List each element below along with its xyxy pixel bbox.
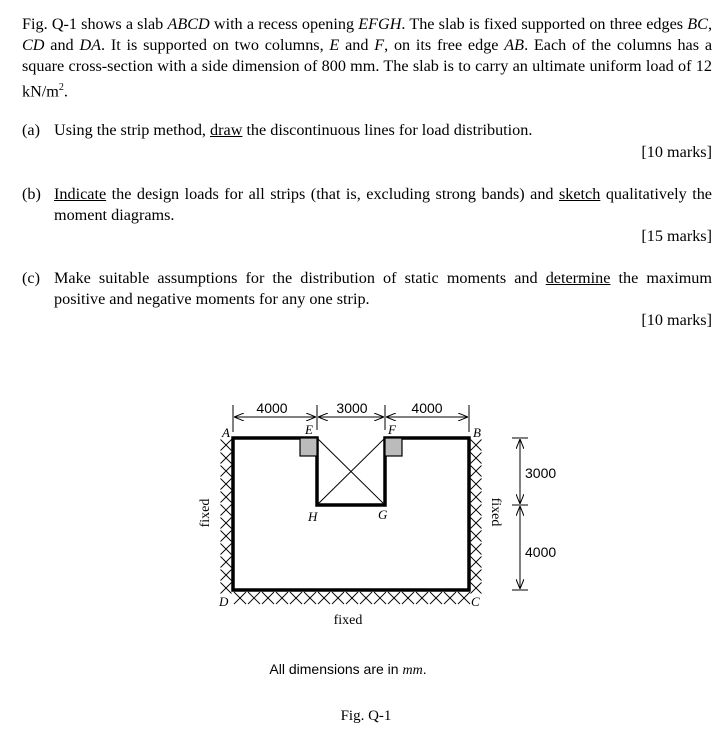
dimension-note: All dimensions are in mm. (269, 661, 427, 678)
column-e (300, 438, 317, 456)
label-a: A (222, 425, 230, 440)
question-c-label: (c) (22, 269, 40, 287)
question-a-marks: [10 marks] (641, 143, 712, 161)
label-c: C (471, 594, 480, 609)
dim-top-2: 3000 (336, 400, 368, 416)
dim-right-1: 3000 (525, 465, 557, 481)
intro-paragraph: Fig. Q-1 shows a slab ABCD with a recess opening EFGH. The slab is fixed supported on three edges BC, CD and DA. It is supported on two columns, E and F, on its free edge AB. Each of the columns has a square cross-section with a side dimension of 800 mm. The slab is to carry an ultimate uniform load of 12 $kN/m^2$. (22, 15, 713, 101)
label-d: D (219, 594, 229, 609)
label-b: B (473, 425, 481, 440)
label-g: G (378, 507, 388, 522)
fixed-hatch-left (221, 440, 232, 594)
question-a-label: (a) (22, 121, 40, 139)
fixed-hatch-right (471, 440, 482, 594)
dim-top-1: 4000 (256, 400, 288, 416)
question-c-text: Make suitable assumptions for the distribution of static moments and determine the maximum positive and negative moments for any one strip. (54, 269, 712, 308)
label-h: H (308, 509, 318, 524)
fixed-label-bottom: fixed (333, 613, 363, 628)
fixed-label-left: fixed (198, 498, 213, 528)
question-b-label: (b) (22, 185, 41, 203)
dim-top-3: 4000 (411, 400, 443, 416)
fixed-label-right: fixed (488, 497, 503, 527)
question-b-text: Indicate the design loads for all strips (that is, excluding strong bands) and sketch qualitatively the moment diagrams. (54, 185, 712, 224)
label-f: F (388, 422, 396, 437)
fixed-hatch-bottom (234, 592, 470, 604)
column-f (385, 438, 402, 456)
question-c-marks: [10 marks] (641, 311, 712, 329)
slab-outline (233, 438, 469, 590)
question-a-text: Using the strip method, draw the discontinuous lines for load distribution. (54, 121, 533, 139)
figure-caption: Fig. Q-1 (340, 708, 392, 724)
question-b-marks: [15 marks] (641, 227, 712, 245)
label-e: E (305, 422, 313, 437)
dim-right-2: 4000 (525, 544, 557, 560)
